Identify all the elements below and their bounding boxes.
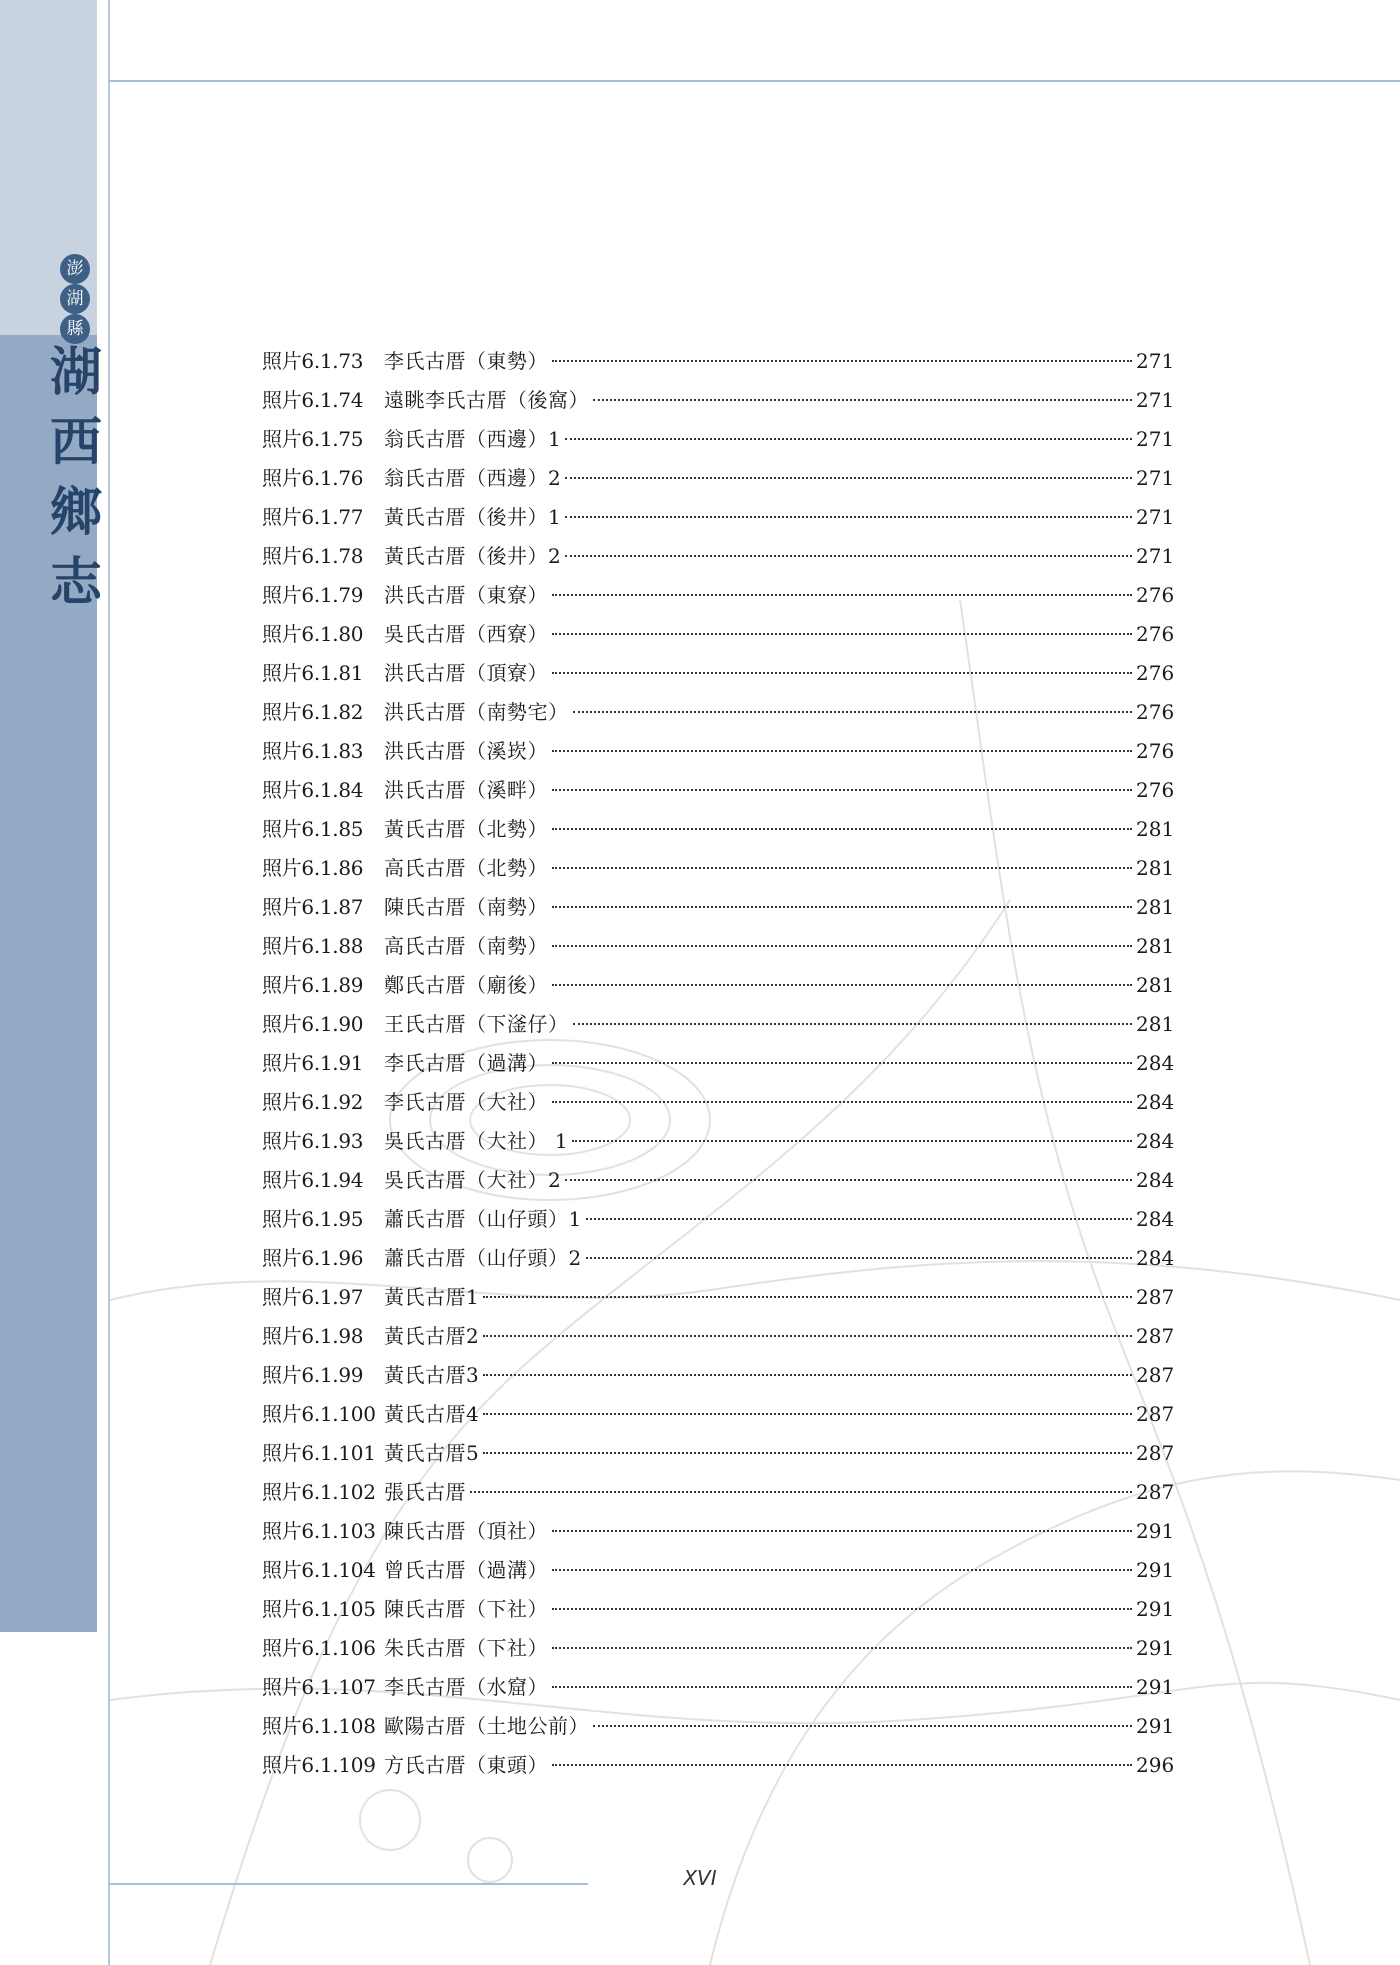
toc-entry-page: 287	[1136, 1480, 1175, 1504]
toc-entry-page: 276	[1136, 739, 1175, 763]
dot-leader	[483, 1335, 1132, 1337]
toc-entry[interactable]	[262, 1317, 1175, 1356]
toc-entry-page: 287	[1136, 1441, 1175, 1465]
toc-entry-page: 284	[1136, 1207, 1175, 1231]
toc-entry-code: 照片6.1.79	[262, 583, 364, 607]
toc-entry-page: 291	[1136, 1636, 1175, 1660]
toc-entry-page: 284	[1136, 1168, 1175, 1192]
toc-entry-title: 黃氏古厝3	[384, 1363, 480, 1387]
toc-entry-title: 黃氏古厝1	[384, 1285, 480, 1309]
toc-entry-code: 照片6.1.90	[262, 1012, 364, 1036]
dot-leader	[483, 1452, 1132, 1454]
toc-entry[interactable]	[262, 888, 1175, 927]
toc-entry-title: 吳氏古厝（大社）2	[384, 1168, 562, 1192]
toc-entry-page: 271	[1136, 466, 1175, 490]
toc-entry-title: 洪氏古厝（東寮）	[384, 583, 548, 607]
toc-entry-title: 翁氏古厝（西邊）2	[384, 466, 562, 490]
toc-entry[interactable]	[262, 810, 1175, 849]
dot-leader	[552, 672, 1132, 674]
toc-entry-page: 281	[1136, 817, 1175, 841]
toc-entry-code: 照片6.1.74	[262, 388, 364, 412]
toc-entry-code: 照片6.1.94	[262, 1168, 364, 1192]
toc-entry[interactable]	[262, 771, 1175, 810]
dot-leader	[552, 1569, 1132, 1571]
toc-entry-title: 蕭氏古厝（山仔頭）2	[384, 1246, 582, 1270]
toc-entry-title: 洪氏古厝（溪畔）	[384, 778, 548, 802]
toc-entry[interactable]	[262, 498, 1175, 537]
toc-entry-title: 高氏古厝（南勢）	[384, 934, 548, 958]
dot-leader	[586, 1257, 1132, 1259]
toc-entry-title: 黃氏古厝4	[384, 1402, 480, 1426]
dot-leader	[552, 789, 1132, 791]
toc-entry-code: 照片6.1.85	[262, 817, 364, 841]
toc-entry[interactable]	[262, 1161, 1175, 1200]
toc-entry-code: 照片6.1.103	[262, 1519, 376, 1543]
toc-entry-code: 照片6.1.93	[262, 1129, 364, 1153]
toc-entry[interactable]	[262, 342, 1175, 381]
dot-leader	[586, 1218, 1132, 1220]
toc-entry-page: 284	[1136, 1090, 1175, 1114]
toc-entry-title: 吳氏古厝（西寮）	[384, 622, 548, 646]
toc-entry-page: 271	[1136, 349, 1175, 373]
toc-entry[interactable]	[262, 927, 1175, 966]
toc-entry[interactable]	[262, 732, 1175, 771]
toc-entry[interactable]	[262, 693, 1175, 732]
dot-leader	[552, 633, 1132, 635]
toc-entry[interactable]	[262, 1083, 1175, 1122]
toc-entry-code: 照片6.1.87	[262, 895, 364, 919]
toc-entry[interactable]	[262, 654, 1175, 693]
toc-entry-page: 291	[1136, 1519, 1175, 1543]
toc-entry-code: 照片6.1.107	[262, 1675, 376, 1699]
toc-entry-page: 276	[1136, 778, 1175, 802]
dot-leader	[552, 1647, 1132, 1649]
dot-leader	[565, 516, 1132, 518]
toc-entry-code: 照片6.1.95	[262, 1207, 364, 1231]
toc-entry-page: 291	[1136, 1558, 1175, 1582]
toc-entry[interactable]	[262, 381, 1175, 420]
toc-entry-page: 287	[1136, 1363, 1175, 1387]
toc-entry-code: 照片6.1.75	[262, 427, 364, 451]
toc-entry-page: 276	[1136, 583, 1175, 607]
toc-entry[interactable]	[262, 615, 1175, 654]
dot-leader	[565, 555, 1132, 557]
dot-leader	[573, 1023, 1133, 1025]
toc-entry-code: 照片6.1.82	[262, 700, 364, 724]
toc-entry-title: 洪氏古厝（溪崁）	[384, 739, 548, 763]
dot-leader	[565, 1179, 1132, 1181]
toc-entry-page: 291	[1136, 1714, 1175, 1738]
toc-entry-title: 李氏古厝（大社）	[384, 1090, 548, 1114]
book-title-char: 鄉	[49, 482, 102, 543]
toc-entry[interactable]	[262, 1668, 1175, 1707]
toc-entry-page: 281	[1136, 934, 1175, 958]
toc-entry[interactable]	[262, 1590, 1175, 1629]
toc-entry-code: 照片6.1.96	[262, 1246, 364, 1270]
dot-leader	[552, 1764, 1132, 1766]
toc-entry-page: 287	[1136, 1324, 1175, 1348]
toc-entry-code: 照片6.1.92	[262, 1090, 364, 1114]
toc-entry[interactable]	[262, 849, 1175, 888]
dot-leader	[483, 1374, 1132, 1376]
dot-leader	[552, 984, 1132, 986]
toc-entry[interactable]	[262, 1200, 1175, 1239]
dot-leader	[552, 1062, 1132, 1064]
toc-entry-code: 照片6.1.106	[262, 1636, 376, 1660]
toc-entry-title: 歐陽古厝（土地公前）	[384, 1714, 589, 1738]
toc-entry[interactable]	[262, 1551, 1175, 1590]
toc-entry-code: 照片6.1.104	[262, 1558, 376, 1582]
toc-entry-page: 276	[1136, 661, 1175, 685]
toc-entry-title: 高氏古厝（北勢）	[384, 856, 548, 880]
toc-entry-code: 照片6.1.100	[262, 1402, 376, 1426]
toc-entry[interactable]	[262, 1629, 1175, 1668]
toc-entry-page: 271	[1136, 505, 1175, 529]
toc-entry-title: 王氏古厝（下滏仔）	[384, 1012, 569, 1036]
sidebar-band-top	[0, 0, 97, 335]
toc-entry-page: 291	[1136, 1597, 1175, 1621]
toc-entry-page: 271	[1136, 388, 1175, 412]
toc-entry-code: 照片6.1.84	[262, 778, 364, 802]
toc-entry-code: 照片6.1.97	[262, 1285, 364, 1309]
dot-leader	[483, 1413, 1132, 1415]
dot-leader	[552, 750, 1132, 752]
county-seal-2: 湖	[60, 284, 90, 314]
toc-entry[interactable]	[262, 1005, 1175, 1044]
toc-entry-title: 陳氏古厝（南勢）	[384, 895, 548, 919]
toc-entry-page: 291	[1136, 1675, 1175, 1699]
toc-entry-page: 276	[1136, 700, 1175, 724]
dot-leader	[552, 594, 1132, 596]
toc-entry[interactable]	[262, 1512, 1175, 1551]
toc-entry-code: 照片6.1.78	[262, 544, 364, 568]
dot-leader	[552, 945, 1132, 947]
toc-entry-title: 黃氏古厝（後井）2	[384, 544, 562, 568]
toc-entry[interactable]	[262, 1122, 1175, 1161]
toc-entry-title: 方氏古厝（東頭）	[384, 1753, 548, 1777]
toc-entry[interactable]	[262, 1356, 1175, 1395]
toc-entry-code: 照片6.1.89	[262, 973, 364, 997]
toc-entry-title: 蕭氏古厝（山仔頭）1	[384, 1207, 582, 1231]
toc-entry-title: 李氏古厝（東勢）	[384, 349, 548, 373]
toc-entry-title: 洪氏古厝（頂寮）	[384, 661, 548, 685]
toc-entry-code: 照片6.1.86	[262, 856, 364, 880]
toc-entry-title: 黃氏古厝2	[384, 1324, 480, 1348]
dot-leader	[552, 867, 1132, 869]
toc-entry-title: 陳氏古厝（頂社）	[384, 1519, 548, 1543]
toc-entry-code: 照片6.1.98	[262, 1324, 364, 1348]
toc-entry[interactable]	[262, 576, 1175, 615]
county-seal-1: 澎	[60, 254, 90, 284]
toc-entry-page: 284	[1136, 1129, 1175, 1153]
dot-leader	[552, 828, 1132, 830]
toc-entry-title: 李氏古厝（過溝）	[384, 1051, 548, 1075]
toc-entry-page: 287	[1136, 1402, 1175, 1426]
toc-entry[interactable]	[262, 966, 1175, 1005]
dot-leader	[552, 1686, 1132, 1688]
book-title-char: 西	[49, 412, 102, 473]
toc-entry-title: 黃氏古厝5	[384, 1441, 480, 1465]
toc-entry-title: 張氏古厝	[384, 1480, 466, 1504]
toc-entry-code: 照片6.1.88	[262, 934, 364, 958]
toc-entry-title: 黃氏古厝（後井）1	[384, 505, 562, 529]
dot-leader	[552, 1101, 1132, 1103]
toc-entry-page: 281	[1136, 1012, 1175, 1036]
footer-rule	[108, 1883, 588, 1885]
toc-entry-title: 黃氏古厝（北勢）	[384, 817, 548, 841]
toc-entry[interactable]	[262, 1434, 1175, 1473]
toc-entry[interactable]	[262, 1395, 1175, 1434]
toc-entry-code: 照片6.1.109	[262, 1753, 376, 1777]
toc-entry-page: 281	[1136, 856, 1175, 880]
toc-entry-page: 281	[1136, 895, 1175, 919]
toc-entry-code: 照片6.1.80	[262, 622, 364, 646]
toc-entry-code: 照片6.1.73	[262, 349, 364, 373]
toc-entry-title: 洪氏古厝（南勢宅）	[384, 700, 569, 724]
photo-index-list	[262, 342, 1175, 1785]
toc-entry[interactable]	[262, 420, 1175, 459]
toc-entry-title: 李氏古厝（水窟）	[384, 1675, 548, 1699]
toc-entry-code: 照片6.1.108	[262, 1714, 376, 1738]
header-rule	[108, 80, 1400, 82]
dot-leader	[565, 438, 1132, 440]
dot-leader	[552, 1608, 1132, 1610]
toc-entry-page: 284	[1136, 1051, 1175, 1075]
toc-entry-title: 曾氏古厝（過溝）	[384, 1558, 548, 1582]
toc-entry[interactable]	[262, 1473, 1175, 1512]
toc-entry-title: 翁氏古厝（西邊）1	[384, 427, 562, 451]
toc-entry-code: 照片6.1.99	[262, 1363, 364, 1387]
toc-entry-title: 陳氏古厝（下社）	[384, 1597, 548, 1621]
book-title	[46, 340, 106, 616]
dot-leader	[552, 906, 1132, 908]
toc-entry-title: 朱氏古厝（下社）	[384, 1636, 548, 1660]
toc-entry-code: 照片6.1.77	[262, 505, 364, 529]
dot-leader	[565, 477, 1132, 479]
toc-entry-page: 296	[1136, 1753, 1175, 1777]
toc-entry-code: 照片6.1.105	[262, 1597, 376, 1621]
dot-leader	[572, 1140, 1132, 1142]
dot-leader	[593, 399, 1132, 401]
toc-entry[interactable]	[262, 1746, 1175, 1785]
toc-entry-page: 281	[1136, 973, 1175, 997]
toc-entry-code: 照片6.1.83	[262, 739, 364, 763]
toc-entry[interactable]	[262, 1707, 1175, 1746]
book-title-char: 志	[49, 552, 102, 613]
toc-entry-title: 鄭氏古厝（廟後）	[384, 973, 548, 997]
dot-leader	[552, 1530, 1132, 1532]
toc-entry-title: 吳氏古厝（大社） 1	[384, 1129, 569, 1153]
toc-entry-code: 照片6.1.102	[262, 1480, 376, 1504]
county-seal-3: 縣	[60, 314, 90, 344]
toc-entry-code: 照片6.1.81	[262, 661, 364, 685]
book-title-char: 湖	[49, 342, 102, 403]
toc-entry-page: 271	[1136, 544, 1175, 568]
toc-entry-code: 照片6.1.101	[262, 1441, 376, 1465]
toc-entry-page: 271	[1136, 427, 1175, 451]
toc-entry[interactable]	[262, 1239, 1175, 1278]
toc-entry-code: 照片6.1.76	[262, 466, 364, 490]
toc-entry-page: 276	[1136, 622, 1175, 646]
toc-entry[interactable]	[262, 537, 1175, 576]
toc-entry[interactable]	[262, 1278, 1175, 1317]
toc-entry-title: 遠眺李氏古厝（後窩）	[384, 388, 589, 412]
toc-entry[interactable]	[262, 459, 1175, 498]
toc-entry-code: 照片6.1.91	[262, 1051, 364, 1075]
dot-leader	[552, 360, 1132, 362]
dot-leader	[483, 1296, 1132, 1298]
page-number: XVI	[683, 1866, 717, 1890]
dot-leader	[573, 711, 1133, 713]
dot-leader	[593, 1725, 1132, 1727]
toc-entry[interactable]	[262, 1044, 1175, 1083]
toc-entry-page: 284	[1136, 1246, 1175, 1270]
toc-entry-page: 287	[1136, 1285, 1175, 1309]
dot-leader	[470, 1491, 1132, 1493]
